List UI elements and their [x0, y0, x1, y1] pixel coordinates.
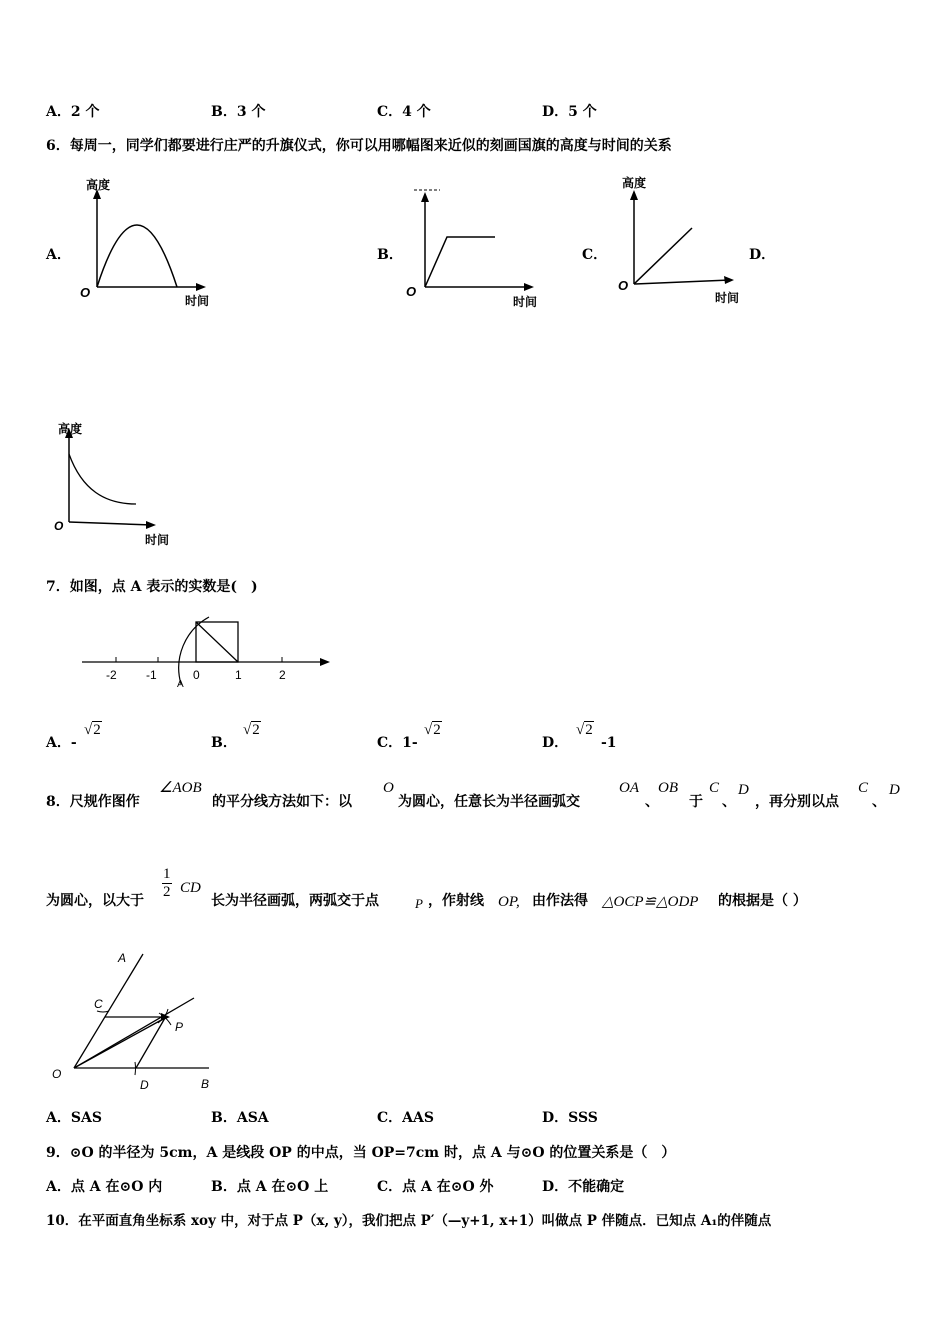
- q7-option-b-prefix: B．: [211, 735, 237, 751]
- q8-point-c-2: C: [858, 780, 869, 796]
- q7-option-d-radicand: 2: [585, 722, 593, 738]
- q7-option-b-radicand: 2: [252, 722, 260, 738]
- q6-d-origin: O: [54, 519, 64, 533]
- q5-option-d: D．5 个: [542, 104, 597, 120]
- q8-ray-oa: OA: [619, 780, 639, 796]
- q9-option-d: D．不能确定: [542, 1179, 625, 1195]
- q6-b-origin: O: [406, 284, 417, 299]
- q8-option-c: C．AAS: [377, 1110, 434, 1126]
- q7-tick-2: 0: [193, 668, 200, 682]
- q8-line2-text-3: ，作射线: [428, 893, 484, 909]
- q7-option-c-prefix: C．1-: [377, 735, 418, 751]
- q6-c-y-label: 高度: [622, 176, 647, 190]
- q8-line2-text-4: 由作法得: [532, 893, 588, 909]
- q7-point-a: A: [177, 679, 184, 690]
- q8-fig-label-p: P: [175, 1020, 184, 1034]
- q8-line2-text-5: 的根据是（ ）: [718, 893, 807, 909]
- q7-number-line: [78, 612, 338, 692]
- q8-option-b: B．ASA: [211, 1110, 269, 1126]
- q8-point-o: O: [383, 780, 394, 796]
- q7-tick-0: -2: [106, 668, 117, 682]
- q7-option-a-root: √2: [84, 722, 101, 738]
- q8-line2-text-2: 长为半径画弧，两弧交于点: [211, 893, 379, 909]
- q6-a-y-label: 高度: [86, 178, 111, 192]
- q8-ray-ob: OB: [658, 780, 678, 796]
- q9-option-b: B．点 A 在⊙O 上: [211, 1179, 329, 1195]
- q6-label-d: D．: [749, 247, 776, 263]
- q7-option-b-root: √2: [243, 722, 260, 738]
- q8-option-d: D．SSS: [542, 1110, 598, 1126]
- q8-fig-label-d: D: [140, 1078, 149, 1092]
- q6-graph-a: [70, 175, 230, 315]
- q8-figure: [46, 945, 226, 1095]
- q7-tick-4: 2: [279, 668, 286, 682]
- q8-fig-label-b: B: [201, 1077, 210, 1091]
- q7-option-a-prefix: A．-: [46, 735, 77, 751]
- q6-d-y-label: 高度: [58, 422, 83, 436]
- q6-a-x-label: 时间: [185, 294, 210, 308]
- q10-stem: 10．在平面直角坐标系 xoy 中，对于点 P（x, y），我们把点 P′（—y+1, x+1）叫做点 P 伴随点．已知点 A₁的伴随点: [46, 1213, 772, 1229]
- q8-point-p: P: [415, 896, 423, 911]
- q5-option-b: B．3 个: [211, 104, 266, 120]
- q8-sep-3: 、: [872, 794, 886, 810]
- q8-fraction-den: 2: [163, 884, 171, 900]
- q7-tick-1: -1: [146, 668, 157, 682]
- q6-graph-d: [50, 418, 180, 550]
- q8-sep-1: 、: [645, 794, 659, 810]
- q8-fig-label-a: A: [118, 951, 127, 965]
- q8-fraction: [162, 866, 172, 901]
- q8-text-2: 的平分线方法如下：以: [212, 794, 352, 810]
- q6-c-x-label: 时间: [715, 291, 740, 305]
- q8-sep-2: 、: [722, 794, 736, 810]
- q7-option-d-prefix: D．: [542, 735, 569, 751]
- q7-option-d-root: √2: [576, 722, 593, 738]
- q6-c-origin: O: [618, 278, 629, 293]
- q6-graph-b: [400, 180, 560, 315]
- q7-option-a-radicand: 2: [93, 722, 101, 738]
- q8-segment-cd: CD: [180, 880, 201, 896]
- q6-d-x-label: 时间: [145, 533, 170, 547]
- q7-tick-3: 1: [235, 668, 242, 682]
- q6-a-origin: O: [80, 285, 91, 300]
- q7-option-c-radicand: 2: [433, 722, 441, 738]
- q5-option-a: A．2 个: [46, 104, 100, 120]
- q7-option-d-suffix: -1: [601, 735, 617, 751]
- q8-line2-text-1: 为圆心，以大于: [46, 893, 144, 909]
- q8-fig-label-c: C: [94, 997, 103, 1011]
- q5-option-c: C．4 个: [377, 104, 431, 120]
- q9-option-c: C．点 A 在⊙O 外: [377, 1179, 494, 1195]
- q6-graph-c: [612, 172, 762, 312]
- q7-stem: 7．如图，点 A 表示的实数是( ): [46, 579, 258, 595]
- q8-congruence: △OCP≌△ODP: [602, 894, 699, 910]
- q8-text-4: 于: [689, 794, 703, 810]
- q8-text-5: ，再分别以点: [755, 794, 839, 810]
- q6-label-a: A．: [46, 247, 71, 263]
- q8-fig-label-o: O: [52, 1067, 62, 1081]
- q9-stem: 9．⊙O 的半径为 5cm，A 是线段 OP 的中点，当 OP=7cm 时，点 A 与⊙O 的位置关系是（ ）: [46, 1145, 676, 1161]
- q8-text-1: 8．尺规作图作: [46, 794, 140, 810]
- q8-text-3: 为圆心，任意长为半径画弧交: [398, 794, 580, 810]
- q8-option-a: A．SAS: [46, 1110, 102, 1126]
- q6-stem: 6．每周一，同学们都要进行庄严的升旗仪式，你可以用哪幅图来近似的刻画国旗的高度与时间的关系: [46, 138, 672, 154]
- q8-fraction-num: 1: [163, 866, 171, 882]
- q8-point-c: C: [709, 780, 720, 796]
- q8-ray-op: OP,: [498, 894, 520, 910]
- q8-point-d: D: [738, 782, 749, 798]
- q8-angle-aob: ∠AOB: [159, 780, 202, 796]
- q6-label-c: C．: [582, 247, 608, 263]
- q6-b-x-label: 时间: [513, 295, 538, 309]
- q9-option-a: A．点 A 在⊙O 内: [46, 1179, 163, 1195]
- q8-point-d-2: D: [889, 782, 900, 798]
- q6-label-b: B．: [377, 247, 403, 263]
- q7-option-c-root: √2: [424, 722, 441, 738]
